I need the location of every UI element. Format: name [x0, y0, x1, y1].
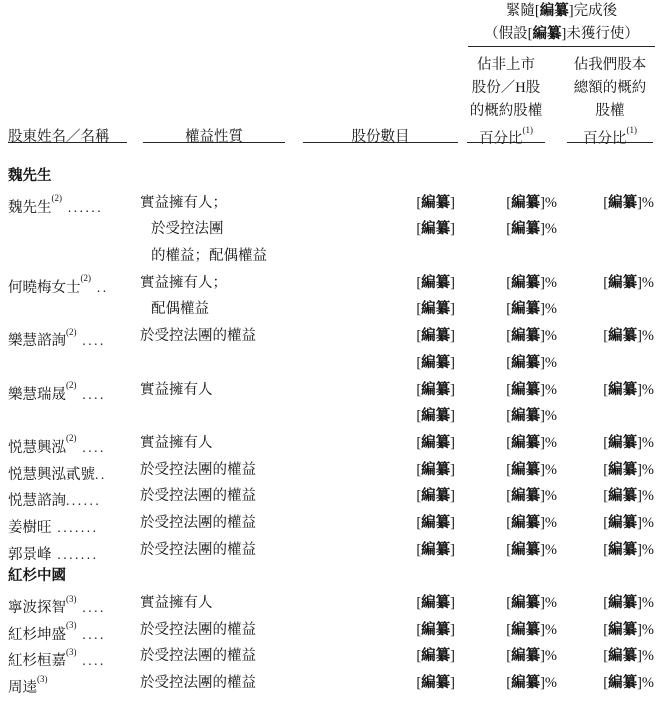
shareholder-name-text: 悦慧興泓	[8, 439, 66, 456]
table-row	[0, 457, 669, 484]
pct-unlisted-value: [編纂]%	[506, 514, 557, 531]
pct-unlisted-value: [編纂]%	[506, 675, 557, 692]
pct-unlisted-value: [編纂]%	[506, 354, 557, 371]
dot-leader: .......	[51, 519, 99, 535]
table-row	[0, 403, 669, 430]
shareholder-name	[0, 617, 140, 644]
col-pct-total-line4	[560, 126, 660, 148]
pct-total-value: [編纂]%	[603, 595, 654, 611]
pct-unlisted-value: [編纂]%	[506, 301, 557, 318]
table-row	[0, 243, 669, 270]
pct-total-value	[557, 403, 654, 430]
pct-total-value: [編纂]%	[603, 488, 654, 505]
dot-leader: ....	[76, 653, 106, 669]
pct-total-value	[557, 296, 654, 323]
shares-value: [編纂]	[416, 381, 455, 398]
table-body	[0, 163, 669, 697]
interest-nature	[140, 350, 300, 377]
shareholder-name	[0, 537, 140, 564]
pct-unlisted-value: [編纂]%	[506, 595, 557, 611]
pct-unlisted-value: [編纂]%	[506, 221, 557, 238]
section-title: 魏先生	[8, 168, 52, 184]
pct-total-value: [編纂]%	[603, 648, 654, 665]
shareholder-name	[0, 296, 140, 323]
shareholder-name	[0, 590, 140, 617]
interest-nature: 的權益；配偶權益	[151, 248, 267, 265]
col-pct-unlisted-label: 百分比	[479, 130, 523, 147]
table-row	[0, 510, 669, 537]
shareholder-name	[0, 216, 140, 243]
dot-leader: ....	[76, 332, 106, 348]
shareholder-footnote-ref: (2)	[80, 273, 91, 284]
shareholder-name	[0, 483, 140, 510]
interest-nature: 實益擁有人；	[140, 274, 227, 291]
pct-unlisted-value: [編纂]%	[506, 488, 557, 505]
table-row	[0, 670, 669, 697]
footnote-marker: (1)	[522, 124, 533, 135]
col-shares-header: 股份數目	[351, 129, 410, 145]
post-completion-header-line1: 緊隨[編纂]完成後	[505, 3, 618, 19]
pct-total-value: [編纂]%	[603, 328, 654, 345]
shares-value: [編纂]	[416, 514, 455, 531]
col-pct-unlisted-line1: 佔非上市	[477, 57, 535, 73]
dot-leader: ....	[76, 599, 106, 615]
table-row	[0, 323, 669, 350]
shares-value: [編纂]	[416, 408, 455, 425]
section-title: 紅杉中國	[8, 568, 66, 585]
pct-total-value: [編纂]%	[603, 434, 654, 451]
shareholder-name	[0, 510, 140, 537]
shares-value: [編纂]	[416, 301, 455, 318]
pct-unlisted-value: [編纂]%	[506, 328, 557, 345]
pct-unlisted-value: [編纂]%	[506, 408, 557, 425]
shareholder-footnote-ref: (3)	[66, 593, 77, 604]
col-pct-total-label: 百分比	[583, 130, 627, 147]
dot-leader: .......	[51, 546, 99, 562]
shareholder-name-text: 姜樹旺	[8, 519, 52, 536]
shares-value: [編纂]	[416, 434, 455, 451]
pct-unlisted-value: [編纂]%	[506, 541, 557, 558]
section-row	[0, 563, 669, 590]
shareholder-name-text: 悦慧諮詢	[8, 493, 66, 510]
shareholder-name	[0, 643, 140, 670]
shares-value	[300, 243, 455, 270]
dot-leader: ..	[95, 466, 107, 482]
shares-value: [編纂]	[416, 328, 455, 345]
pct-unlisted-value: [編纂]%	[506, 648, 557, 665]
interest-nature: 於受控法團的權益	[140, 648, 256, 665]
span-header-rule	[468, 46, 655, 47]
pct-unlisted-value: [編纂]%	[506, 434, 557, 451]
shareholder-name-text: 樂慧瑞晟	[8, 386, 66, 403]
shareholder-footnote-ref: (3)	[37, 673, 48, 684]
shareholder-footnote-ref: (3)	[66, 620, 77, 631]
pct-total-value	[557, 216, 654, 243]
col-pct-total-line1: 佔我們股本	[573, 57, 647, 73]
dot-leader: ....	[76, 626, 106, 642]
pct-total-value: [編纂]%	[603, 381, 654, 398]
dot-leader: ....	[76, 386, 106, 402]
shareholder-name-text: 紅杉桓嘉	[8, 653, 66, 670]
shares-value: [編纂]	[416, 221, 455, 238]
shareholder-name	[0, 323, 140, 350]
shareholder-name	[0, 430, 140, 457]
shareholder-name	[0, 190, 140, 217]
table-row	[0, 270, 669, 297]
shareholder-name	[0, 377, 140, 404]
interest-nature: 於受控法團	[151, 221, 224, 238]
table-row	[0, 430, 669, 457]
pct-unlisted-value: [編纂]%	[506, 194, 557, 211]
table-row	[0, 350, 669, 377]
pct-total-value: [編纂]%	[603, 274, 654, 291]
interest-nature: 實益擁有人	[140, 434, 213, 451]
table-row	[0, 590, 669, 617]
col-shareholder-name-header: 股東姓名／名稱	[8, 129, 110, 145]
shares-value: [編纂]	[416, 274, 455, 291]
shareholder-name-text: 樂慧諮詢	[8, 332, 66, 349]
col-pct-unlisted-rule	[467, 142, 545, 143]
shareholder-name	[0, 270, 140, 297]
interest-nature: 配偶權益	[151, 301, 209, 318]
post-completion-header-line2: （假設[編纂]未獲行使）	[484, 26, 639, 42]
col-pct-unlisted-line3: 的概約股權	[469, 103, 543, 119]
shareholder-name	[0, 350, 140, 377]
col-pct-total-line3: 股權	[595, 103, 625, 119]
pct-total-value: [編纂]%	[603, 621, 654, 638]
interest-nature: 於受控法團的權益	[140, 514, 256, 531]
pct-total-value: [編纂]%	[603, 194, 654, 211]
shares-value: [編纂]	[416, 354, 455, 371]
pct-unlisted-value: [編纂]%	[506, 461, 557, 478]
table-row	[0, 643, 669, 670]
pct-total-value: [編纂]%	[603, 541, 654, 558]
col-shares-rule	[303, 142, 458, 143]
col-pct-unlisted-line4	[460, 126, 552, 148]
shareholder-name-text: 魏先生	[8, 199, 52, 216]
shares-value: [編纂]	[416, 621, 455, 638]
pct-total-value	[557, 243, 654, 270]
interest-nature: 實益擁有人	[140, 595, 213, 611]
table-row	[0, 537, 669, 564]
footnote-marker: (1)	[626, 124, 637, 135]
shares-value: [編纂]	[416, 675, 455, 692]
pct-unlisted-value: [編纂]%	[506, 381, 557, 398]
shareholder-footnote-ref: (3)	[66, 646, 77, 657]
interest-nature	[140, 403, 300, 430]
shareholder-name-text: 紅杉坤盛	[8, 626, 66, 643]
table-row	[0, 377, 669, 404]
shareholder-footnote-ref: (2)	[66, 380, 77, 390]
col-pct-total-line2: 總額的概約	[573, 80, 647, 96]
dot-leader: ....	[76, 439, 106, 455]
interest-nature: 於受控法團的權益	[140, 461, 256, 478]
shares-value: [編纂]	[416, 488, 455, 505]
interest-nature: 實益擁有人；	[140, 194, 227, 211]
shareholder-name-text: 周逵	[8, 679, 37, 696]
shares-value: [編纂]	[416, 461, 455, 478]
pct-unlisted-value: [編纂]%	[506, 621, 557, 638]
table-row	[0, 296, 669, 323]
dot-leader: ..	[91, 279, 109, 295]
shares-value: [編纂]	[416, 595, 455, 611]
shareholder-name-text: 何曉梅女士	[8, 279, 81, 296]
table-row	[0, 483, 669, 510]
col-nature-header: 權益性質	[185, 129, 243, 145]
table-row	[0, 216, 669, 243]
shareholder-name	[0, 670, 140, 697]
pct-total-value: [編纂]%	[603, 514, 654, 531]
interest-nature: 於受控法團的權益	[140, 488, 256, 505]
interest-nature: 實益擁有人	[140, 381, 213, 398]
section-row	[0, 163, 669, 190]
shareholder-name-text: 悦慧興泓貳號	[8, 466, 95, 483]
pct-total-value: [編纂]%	[603, 461, 654, 478]
pct-total-value	[557, 350, 654, 377]
shares-value: [編纂]	[416, 541, 455, 558]
table-row	[0, 617, 669, 644]
shareholder-footnote-ref: (2)	[66, 326, 77, 337]
shareholder-footnote-ref: (2)	[66, 433, 77, 444]
col-shareholder-name-rule	[8, 142, 127, 143]
pct-unlisted-value: [編纂]%	[506, 274, 557, 291]
shareholder-name-text: 郭景峰	[8, 546, 52, 563]
interest-nature: 於受控法團的權益	[140, 621, 256, 638]
shareholder-footnote-ref: (2)	[51, 193, 62, 204]
interest-nature: 於受控法團的權益	[140, 675, 256, 692]
shareholder-name	[0, 457, 140, 484]
dot-leader: ......	[62, 199, 104, 215]
pct-unlisted-value	[455, 243, 557, 270]
pct-total-value: [編纂]%	[603, 675, 654, 692]
shareholder-name	[0, 243, 140, 270]
dot-leader: ......	[66, 493, 102, 509]
shareholder-name	[0, 403, 140, 430]
interest-nature: 於受控法團的權益	[140, 328, 256, 345]
shares-value: [編纂]	[416, 648, 455, 665]
table-row	[0, 190, 669, 217]
shareholder-name-text: 寧波探智	[8, 599, 66, 616]
col-pct-total-rule	[567, 142, 653, 143]
shares-value: [編纂]	[416, 194, 455, 211]
col-pct-unlisted-line2: 股份／H股	[471, 80, 541, 96]
col-nature-rule	[143, 142, 285, 143]
interest-nature: 於受控法團的權益	[140, 541, 256, 558]
